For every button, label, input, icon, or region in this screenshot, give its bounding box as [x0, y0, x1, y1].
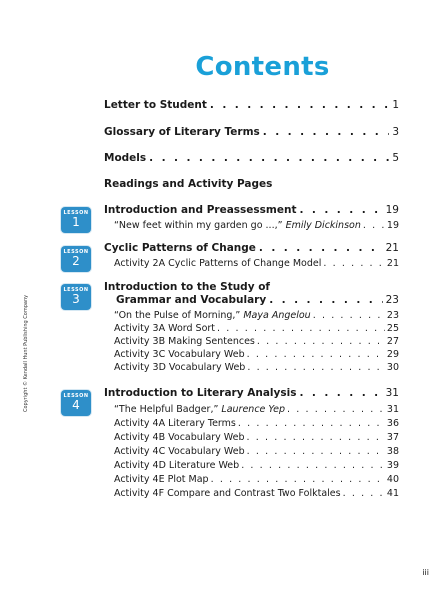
leader-dots: [313, 310, 385, 321]
leader-dots: [269, 294, 382, 306]
toc-lesson-4-title[interactable]: [104, 387, 399, 399]
author-name: Emily Dickinson: [285, 220, 361, 231]
toc-entry-page: 19: [386, 220, 399, 231]
toc-subentry[interactable]: [114, 362, 399, 373]
toc-subentry[interactable]: [114, 323, 399, 334]
toc-entry-label: Activity 4B Vocabulary Web: [114, 432, 245, 443]
toc-entry-page: 5: [392, 152, 399, 164]
toc-entry-label: Models: [104, 152, 147, 164]
toc-subentry[interactable]: [114, 488, 399, 499]
leader-dots: [259, 242, 383, 254]
toc-entry-label: Activity 2A Cyclic Patterns of Change Model: [114, 258, 322, 269]
toc-entry-page: 23: [386, 310, 399, 321]
leader-dots: [149, 152, 389, 164]
toc-entry-label: Activity 3B Making Sentences: [114, 336, 255, 347]
toc-subentry[interactable]: [114, 404, 399, 415]
toc-entry-page: 21: [385, 242, 399, 254]
toc-subentry[interactable]: [114, 460, 399, 471]
toc-entry-label: “On the Pulse of Morning,” Maya Angelou: [114, 310, 311, 321]
toc-entry-models[interactable]: [104, 152, 399, 164]
leader-dots: [217, 323, 385, 334]
lesson-badge-word: LESSON: [63, 210, 89, 216]
toc-entry-page: 23: [385, 294, 399, 306]
leader-dots: [247, 432, 385, 443]
toc-subentry[interactable]: [114, 418, 399, 429]
toc-entry-label: Activity 4D Literature Web: [114, 460, 240, 471]
toc-entry-label: Activity 3D Vocabulary Web: [114, 362, 246, 373]
lesson-badge-2: [61, 246, 91, 272]
leader-dots: [263, 126, 390, 138]
toc-entry-label: Activity 4F Compare and Contrast Two Folktales: [114, 488, 341, 499]
toc-entry-label: Activity 3A Word Sort: [114, 323, 216, 334]
toc-entry-page: 21: [386, 258, 399, 269]
lesson-badge-number: 1: [72, 215, 80, 229]
toc-entry-label: Activity 4C Vocabulary Web: [114, 446, 245, 457]
leader-dots: [211, 474, 385, 485]
toc-entry-page: 27: [386, 336, 399, 347]
toc-entry-page: 39: [386, 460, 399, 471]
toc-entry-page: 25: [386, 323, 399, 334]
leader-dots: [238, 418, 385, 429]
toc-lesson-3-title[interactable]: [116, 294, 399, 306]
leader-dots: [241, 460, 385, 471]
leader-dots: [299, 387, 382, 399]
leader-dots: [323, 258, 385, 269]
toc-entry-page: 37: [386, 432, 399, 443]
toc-entry-label: Activity 3C Vocabulary Web: [114, 349, 245, 360]
toc-subentry[interactable]: [114, 258, 399, 269]
leader-dots: [247, 362, 385, 373]
author-name: Laurence Yep: [221, 404, 286, 415]
lesson-badge-number: 4: [72, 398, 80, 412]
leader-dots: [363, 220, 385, 231]
toc-entry-label: Letter to Student: [104, 99, 207, 111]
author-name: Maya Angelou: [243, 310, 311, 321]
copyright-notice: Copyright © Kendall Hunt Publishing Company: [23, 294, 29, 412]
toc-entry-page: 38: [386, 446, 399, 457]
toc-entry-page: 36: [386, 418, 399, 429]
toc-entry-page: 1: [392, 99, 399, 111]
leader-dots: [247, 349, 385, 360]
lesson-badge-word: LESSON: [63, 287, 89, 293]
toc-entry-label: Grammar and Vocabulary: [116, 294, 267, 306]
toc-entry-label: Introduction and Preassessment: [104, 204, 297, 216]
toc-lesson-1-title[interactable]: [104, 204, 399, 216]
toc-subentry[interactable]: [114, 336, 399, 347]
leader-dots: [210, 99, 389, 111]
toc-entry-label: Activity 4E Plot Map: [114, 474, 209, 485]
toc-entry-page: 31: [386, 404, 399, 415]
toc-entry-label: “The Helpful Badger,” Laurence Yep: [114, 404, 286, 415]
page-title: Contents: [195, 52, 330, 82]
toc-entry-label: Introduction to Literary Analysis: [104, 387, 297, 399]
toc-subentry[interactable]: [114, 446, 399, 457]
toc-subentry[interactable]: [114, 349, 399, 360]
readings-heading: Readings and Activity Pages: [104, 178, 273, 190]
lesson-badge-word: LESSON: [63, 393, 89, 399]
leader-dots: [287, 404, 385, 415]
toc-subentry[interactable]: [114, 220, 399, 231]
toc-entry-page: 19: [385, 204, 399, 216]
toc-lesson-2-title[interactable]: [104, 242, 399, 254]
toc-subentry[interactable]: [114, 432, 399, 443]
lesson-badge-1: [61, 207, 91, 233]
leader-dots: [343, 488, 385, 499]
toc-subentry[interactable]: [114, 310, 399, 321]
toc-entry-page: 40: [386, 474, 399, 485]
page-number: iii: [422, 568, 429, 577]
lesson-badge-word: LESSON: [63, 249, 89, 255]
lesson-badge-4: [61, 390, 91, 416]
lesson-badge-number: 3: [72, 292, 80, 306]
lesson-badge-number: 2: [72, 254, 80, 268]
toc-entry-label: Activity 4A Literary Terms: [114, 418, 236, 429]
lesson-badge-3: [61, 284, 91, 310]
toc-entry-page: 30: [386, 362, 399, 373]
toc-entry-glossary[interactable]: [104, 126, 399, 138]
toc-entry-page: 29: [386, 349, 399, 360]
toc-entry-page: 31: [385, 387, 399, 399]
toc-lesson-3-title-line1[interactable]: Introduction to the Study of: [104, 281, 270, 293]
toc-entry-label: Cyclic Patterns of Change: [104, 242, 256, 254]
toc-entry-label: “New feet within my garden go ...,” Emily Dickinson: [114, 220, 361, 231]
leader-dots: [247, 446, 385, 457]
toc-entry-page: 41: [386, 488, 399, 499]
leader-dots: [299, 204, 382, 216]
toc-subentry[interactable]: [114, 474, 399, 485]
toc-entry-page: 3: [392, 126, 399, 138]
toc-entry-letter[interactable]: [104, 99, 399, 111]
leader-dots: [257, 336, 385, 347]
toc-entry-label: Glossary of Literary Terms: [104, 126, 260, 138]
